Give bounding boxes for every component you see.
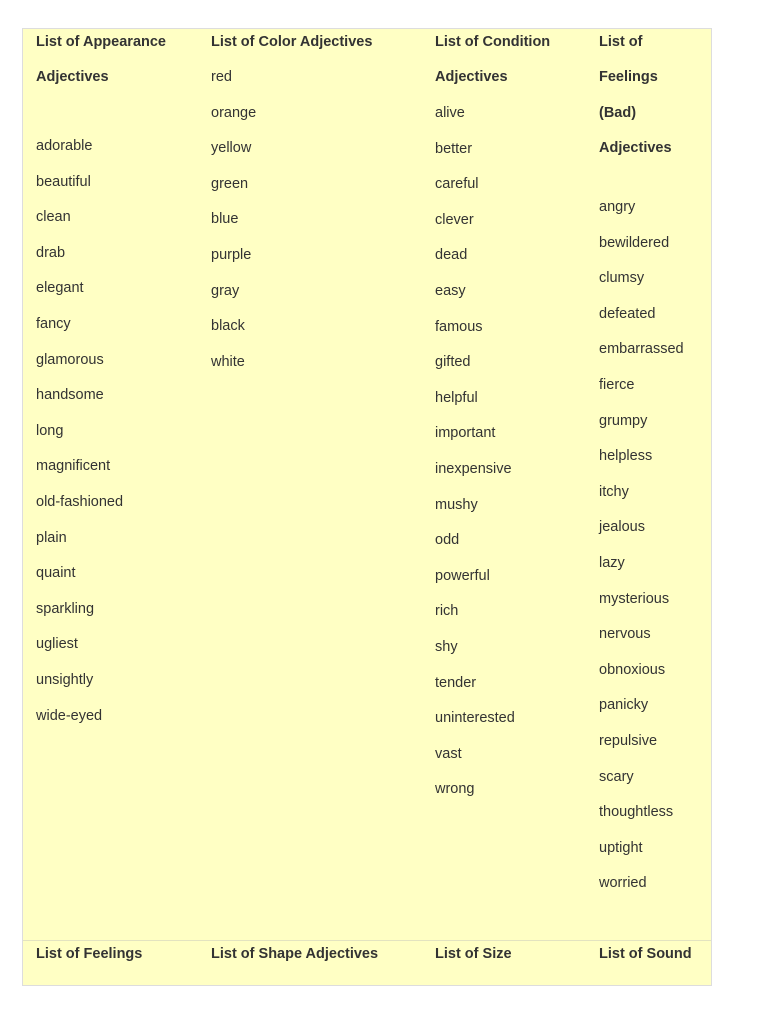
list-item: rich (435, 603, 459, 620)
list-item: angry (599, 199, 636, 215)
item-list (435, 100, 515, 812)
list-item: mysterious (599, 590, 670, 607)
list-item: famous (435, 318, 483, 335)
list-item: fancy (36, 315, 71, 332)
list-item: wide-eyed (36, 707, 103, 724)
list-item: embarrassed (599, 341, 684, 358)
list-item: grumpy (599, 412, 648, 429)
list-item: vast (435, 745, 462, 762)
column-heading: (Bad) (599, 105, 637, 121)
list-item: plain (36, 529, 67, 546)
list-item: alive (435, 105, 465, 121)
list-item: helpful (435, 389, 478, 406)
list-item: dead (435, 247, 468, 264)
list-item: wrong (435, 781, 475, 798)
list-item: better (435, 140, 473, 157)
list-item: nervous (599, 626, 651, 643)
next-row-heading-sound: List of Sound (599, 946, 692, 962)
list-item: quaint (36, 565, 76, 582)
list-item: defeated (599, 305, 656, 322)
list-item: blue (211, 211, 239, 228)
column-heading: Adjectives (36, 69, 109, 85)
list-item: drab (36, 244, 66, 261)
list-item: lazy (599, 554, 625, 571)
list-item: bewildered (599, 234, 670, 251)
list-item: fierce (599, 376, 635, 393)
column-heading: Adjectives (435, 69, 508, 85)
list-item: panicky (599, 697, 649, 714)
list-item: beautiful (36, 173, 91, 190)
adjectives-table (22, 28, 712, 986)
column-heading: List of Appearance (36, 34, 166, 50)
list-item: orange (211, 104, 257, 121)
list-item: helpless (599, 448, 653, 465)
list-item: important (435, 425, 496, 442)
list-item: elegant (36, 280, 84, 297)
list-item: clean (36, 209, 71, 226)
list-item: black (211, 318, 245, 335)
list-item: powerful (435, 567, 490, 584)
list-item: ugliest (36, 636, 78, 653)
list-item: uptight (599, 839, 643, 856)
list-item: adorable (36, 138, 93, 154)
item-list (211, 64, 256, 384)
list-item: sparkling (36, 600, 95, 617)
list-item: magnificent (36, 458, 111, 475)
list-item: handsome (36, 387, 104, 404)
next-row-heading-size: List of Size (435, 946, 512, 962)
list-item: obnoxious (599, 661, 666, 678)
list-item: clumsy (599, 270, 645, 287)
item-list (599, 194, 684, 906)
list-item: mushy (435, 496, 478, 513)
column-heading: Feelings (599, 69, 658, 85)
list-item: glamorous (36, 351, 104, 368)
list-item: inexpensive (435, 460, 512, 477)
column-heading: List of Color Adjectives (211, 34, 373, 50)
item-list (36, 133, 123, 738)
list-item: worried (599, 875, 647, 892)
list-item: white (211, 353, 245, 370)
column-heading: List of Condition (435, 34, 551, 50)
column-heading: List of (599, 34, 643, 50)
list-item: uninterested (435, 710, 515, 727)
next-row-heading-shape: List of Shape Adjectives (211, 946, 379, 962)
list-item: scary (599, 768, 634, 785)
list-item: red (211, 69, 232, 85)
list-item: old-fashioned (36, 493, 124, 510)
list-item: green (211, 175, 249, 192)
list-item: unsightly (36, 671, 94, 688)
list-item: easy (435, 282, 466, 299)
list-item: tender (435, 674, 477, 691)
list-item: jealous (599, 519, 645, 536)
list-item: yellow (211, 140, 252, 157)
list-item: itchy (599, 483, 629, 500)
list-item: careful (435, 176, 479, 193)
list-item: purple (211, 246, 252, 263)
next-row-heading-feelings: List of Feelings (36, 946, 143, 962)
list-item: gifted (435, 354, 471, 371)
list-item: long (36, 422, 64, 439)
list-item: repulsive (599, 732, 658, 749)
list-item: shy (435, 638, 458, 655)
list-item: odd (435, 532, 460, 549)
list-item: thoughtless (599, 804, 674, 821)
column-heading: Adjectives (599, 140, 672, 156)
list-item: gray (211, 282, 240, 299)
list-item: clever (435, 211, 474, 228)
